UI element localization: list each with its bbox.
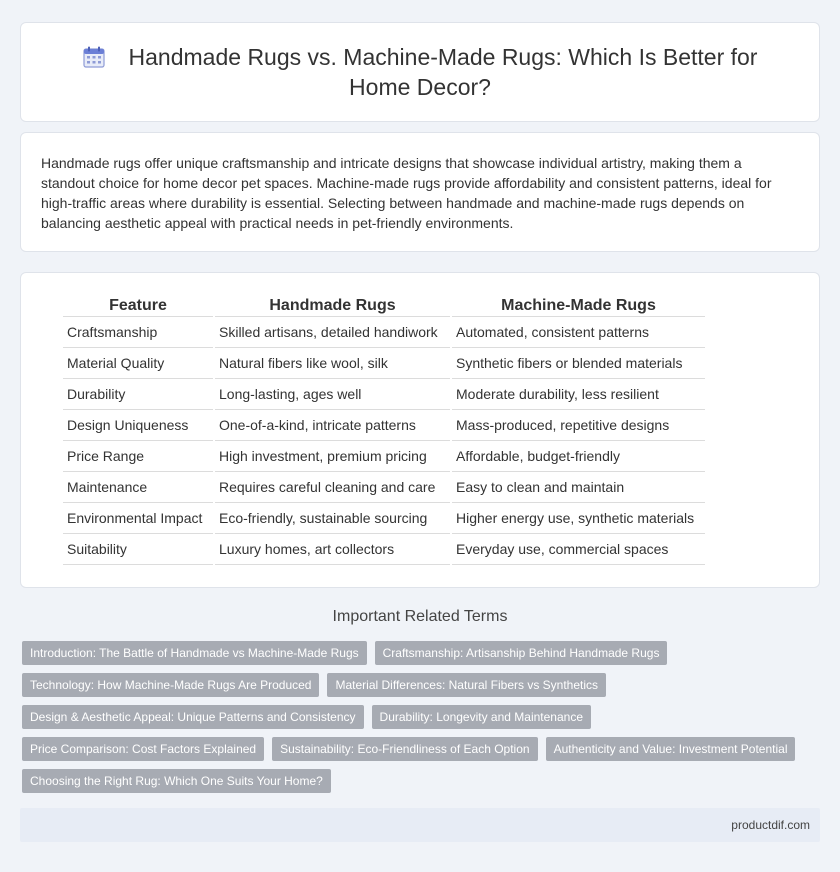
- table-row: [63, 410, 705, 441]
- footer-site-link[interactable]: productdif.com: [731, 818, 810, 832]
- related-term-tag[interactable]: Authenticity and Value: Investment Potential: [546, 737, 796, 761]
- intro-card: [20, 132, 820, 252]
- handmade-cell: Natural fibers like wool, silk: [215, 348, 450, 379]
- handmade-cell: Requires careful cleaning and care: [215, 472, 450, 503]
- calendar-icon: [83, 46, 105, 68]
- handmade-cell: Long-lasting, ages well: [215, 379, 450, 410]
- related-term-tag[interactable]: Design & Aesthetic Appeal: Unique Patterns and Consistency: [22, 705, 364, 729]
- feature-cell: Maintenance: [63, 472, 213, 503]
- handmade-cell: Skilled artisans, detailed handiwork: [215, 317, 450, 348]
- feature-cell: Suitability: [63, 534, 213, 565]
- machine-made-cell: Everyday use, commercial spaces: [452, 534, 705, 565]
- feature-cell: Material Quality: [63, 348, 213, 379]
- feature-cell: Environmental Impact: [63, 503, 213, 534]
- table-row: [63, 441, 705, 472]
- page-title: [81, 42, 759, 102]
- feature-cell: Durability: [63, 379, 213, 410]
- handmade-cell: Luxury homes, art collectors: [215, 534, 450, 565]
- handmade-cell: High investment, premium pricing: [215, 441, 450, 472]
- machine-made-cell: Synthetic fibers or blended materials: [452, 348, 705, 379]
- machine-made-cell: Mass-produced, repetitive designs: [452, 410, 705, 441]
- header-handmade: Handmade Rugs: [215, 295, 450, 317]
- handmade-cell: One-of-a-kind, intricate patterns: [215, 410, 450, 441]
- related-term-tag[interactable]: Sustainability: Eco-Friendliness of Each Option: [272, 737, 537, 761]
- header-feature: Feature: [63, 295, 213, 317]
- related-term-tag[interactable]: Choosing the Right Rug: Which One Suits Your Home?: [22, 769, 331, 793]
- machine-made-cell: Higher energy use, synthetic materials: [452, 503, 705, 534]
- related-term-tag[interactable]: Material Differences: Natural Fibers vs Synthetics: [327, 673, 606, 697]
- related-term-tag[interactable]: Introduction: The Battle of Handmade vs Machine-Made Rugs: [22, 641, 367, 665]
- comparison-card: [20, 272, 820, 588]
- related-terms-title: Important Related Terms: [332, 608, 508, 625]
- machine-made-cell: Affordable, budget-friendly: [452, 441, 705, 472]
- related-term-tag[interactable]: Price Comparison: Cost Factors Explained: [22, 737, 264, 761]
- feature-cell: Price Range: [63, 441, 213, 472]
- feature-cell: Craftsmanship: [63, 317, 213, 348]
- table-row: [63, 472, 705, 503]
- table-row: [63, 379, 705, 410]
- table-row: [63, 317, 705, 348]
- table-row: [63, 348, 705, 379]
- header-machine-made: Machine-Made Rugs: [452, 295, 705, 317]
- page-title-text: Handmade Rugs vs. Machine-Made Rugs: Which Is Better for Home Decor?: [128, 44, 758, 100]
- intro-paragraph: Handmade rugs offer unique craftsmanship and intricate designs that showcase individual artistry, making them a standout choice for home decor pet spaces. Machine-made rugs provide affordability and consistent patterns, ideal for high-traffic areas where durability is essential. Selecting between handmade and machine-made rugs depends on balancing aesthetic appeal with practical needs in pet-friendly environments.: [41, 155, 772, 231]
- machine-made-cell: Automated, consistent patterns: [452, 317, 705, 348]
- table-row: [63, 503, 705, 534]
- handmade-cell: Eco-friendly, sustainable sourcing: [215, 503, 450, 534]
- table-row: [63, 534, 705, 565]
- feature-cell: Design Uniqueness: [63, 410, 213, 441]
- related-term-tag[interactable]: Craftsmanship: Artisanship Behind Handmade Rugs: [375, 641, 668, 665]
- related-terms-list: [22, 641, 812, 793]
- related-term-tag[interactable]: Technology: How Machine-Made Rugs Are Produced: [22, 673, 319, 697]
- comparison-table: [61, 295, 707, 565]
- table-header-row: [63, 295, 705, 317]
- footer: [20, 808, 820, 842]
- machine-made-cell: Moderate durability, less resilient: [452, 379, 705, 410]
- header-card: [20, 22, 820, 122]
- machine-made-cell: Easy to clean and maintain: [452, 472, 705, 503]
- related-term-tag[interactable]: Durability: Longevity and Maintenance: [372, 705, 591, 729]
